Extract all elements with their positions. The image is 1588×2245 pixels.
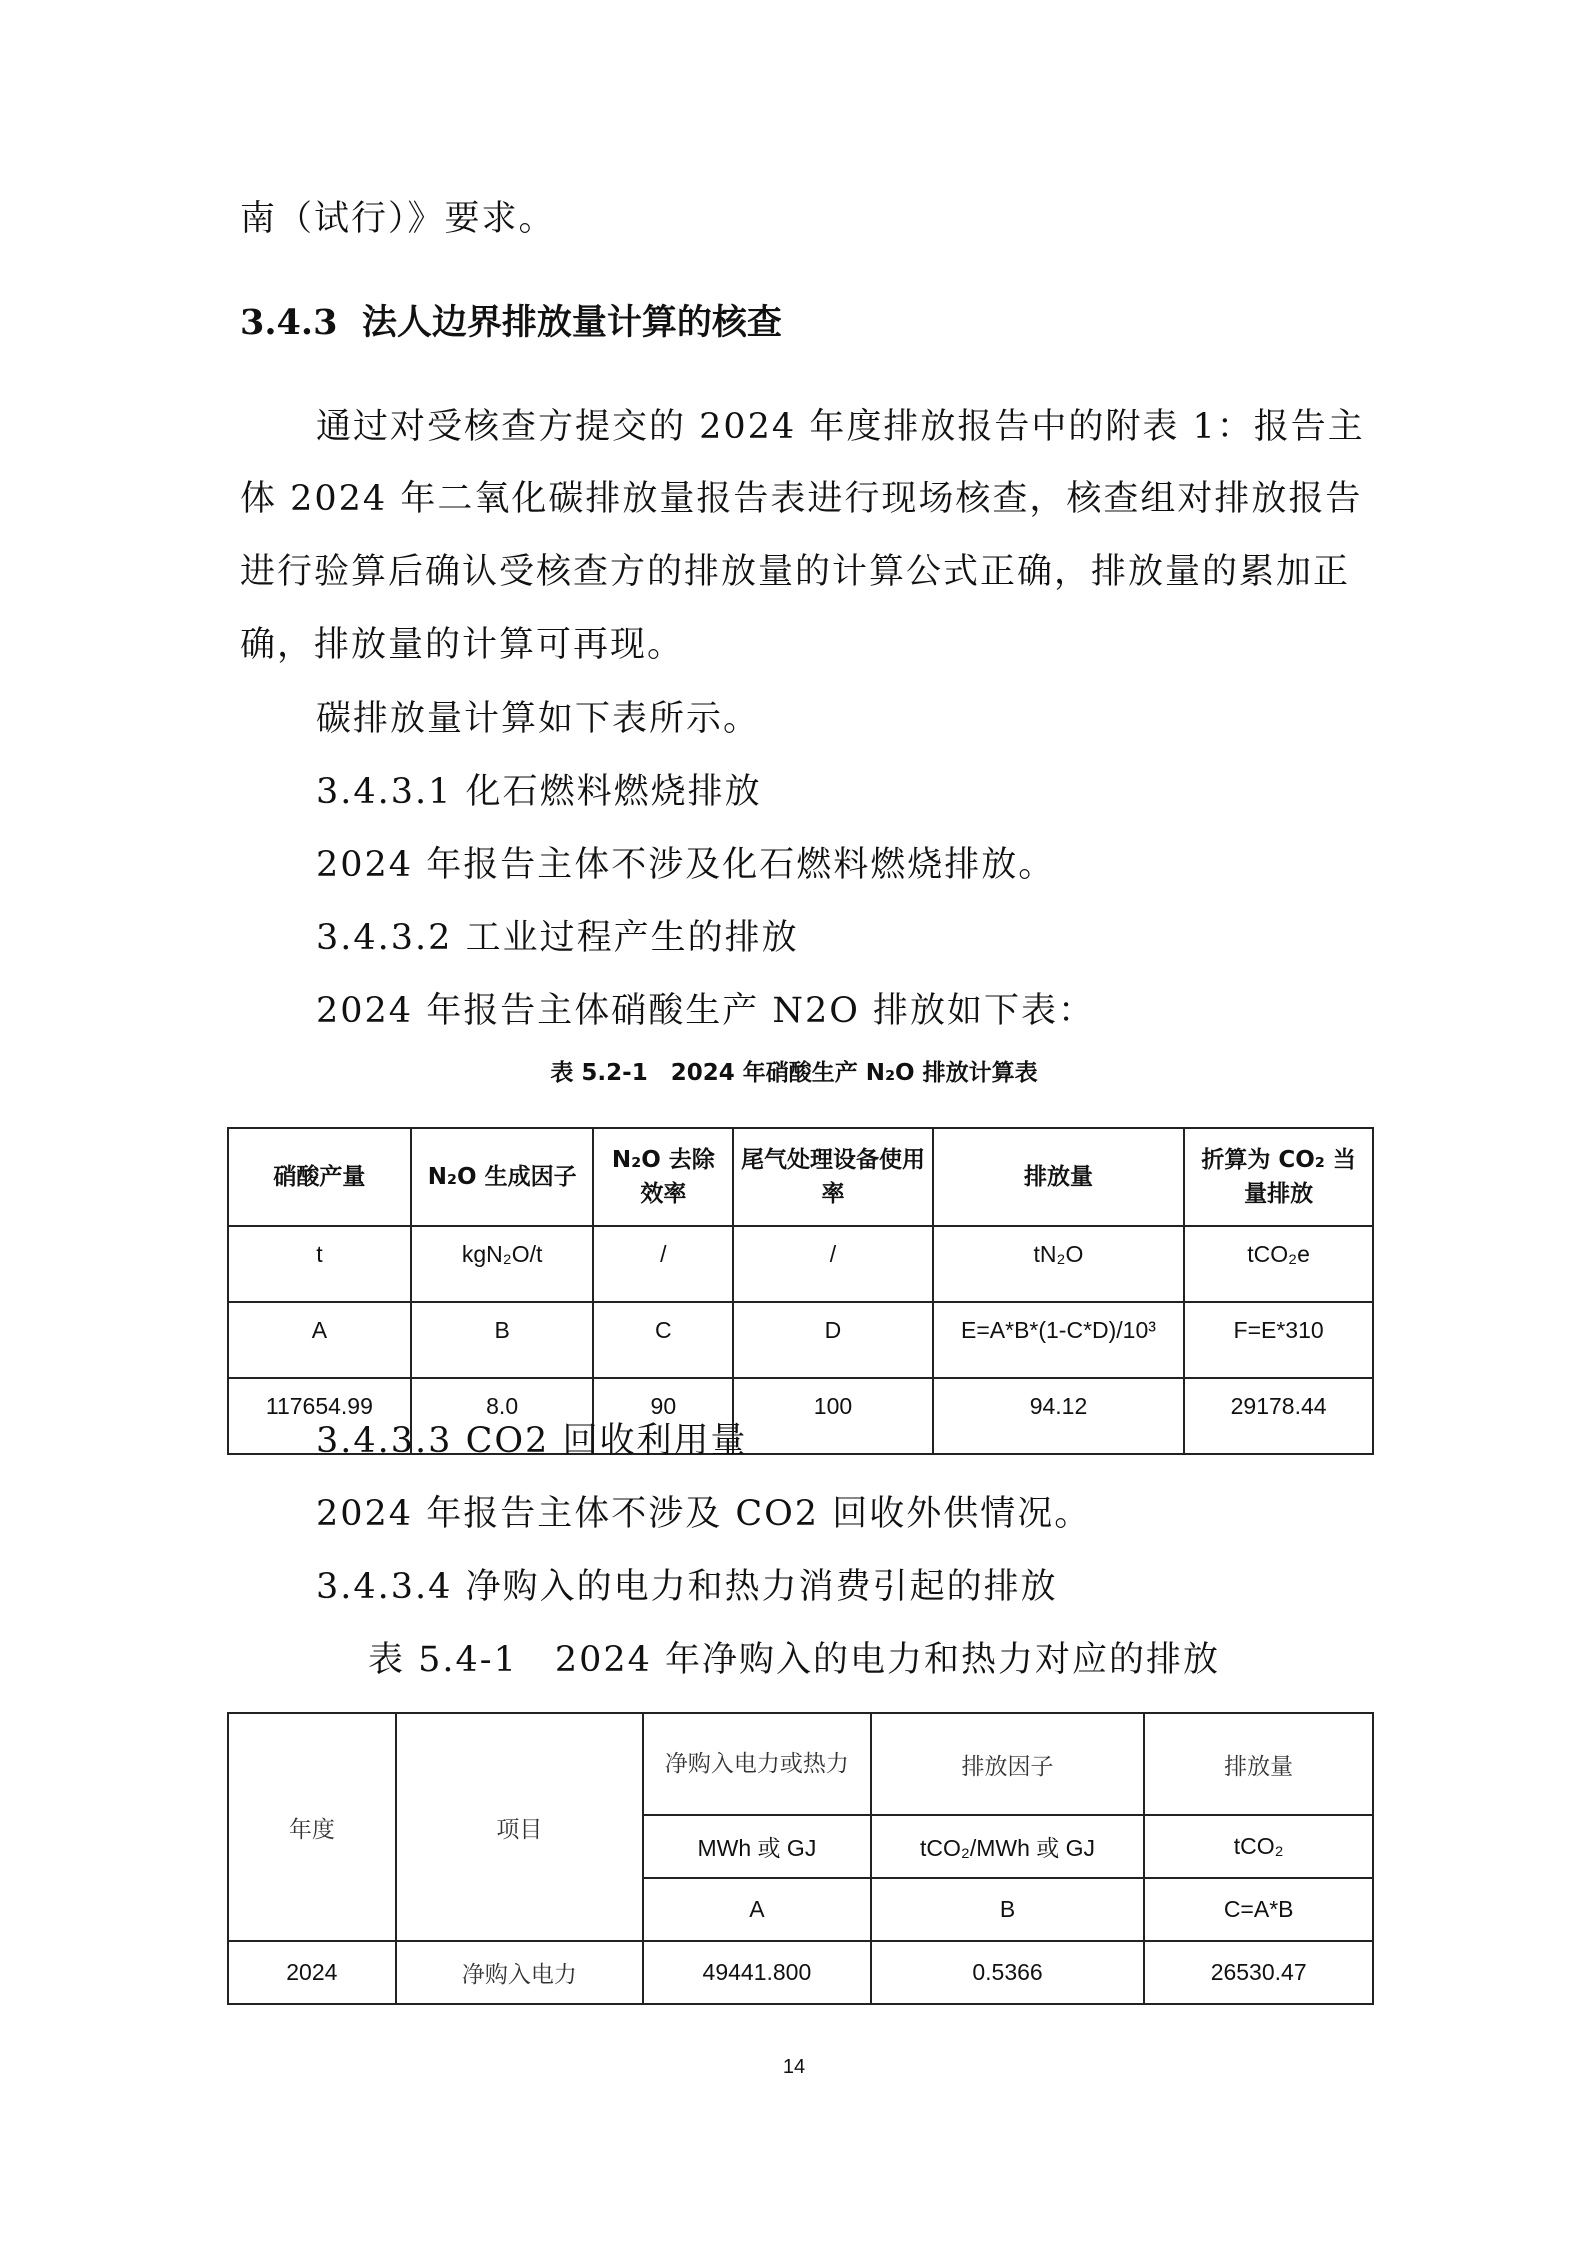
table-header-row (228, 1713, 1373, 1815)
table-cell: A (643, 1878, 871, 1941)
paragraph-line: 进行验算后确认受核查方的排放量的计算公式正确，排放量的累加正 (240, 552, 1351, 592)
table-header-cell: 硝酸产量 (228, 1128, 411, 1226)
table-header-cell: 尾气处理设备使用率 (733, 1128, 933, 1226)
table-cell: MWh 或 GJ (643, 1815, 871, 1878)
subsection-heading: 3.4.3.3 CO2 回收利用量 (316, 1421, 748, 1461)
section-title: 法人边界排放量计算的核查 (361, 302, 782, 343)
page-number: 14 (782, 2056, 806, 2078)
table-cell: / (733, 1226, 933, 1302)
table-cell: tCO₂e (1184, 1226, 1373, 1302)
table-cell: A (228, 1302, 411, 1378)
table1-caption: 表 5.2-1 2024 年硝酸生产 N₂O 排放计算表 (550, 1060, 1038, 1086)
table-cell: 29178.44 (1184, 1378, 1373, 1454)
table-header-cell: N₂O 去除效率 (593, 1128, 733, 1226)
table-cell: 117654.99 (228, 1378, 411, 1454)
table-cell: kgN₂O/t (411, 1226, 594, 1302)
table-header-cell: 年度 (228, 1713, 396, 1941)
table-row (228, 1226, 1373, 1302)
table-header-cell: 排放量 (933, 1128, 1185, 1226)
table-header-cell: 排放量 (1144, 1713, 1373, 1815)
paragraph-line: 体 2024 年二氧化碳排放量报告表进行现场核查，核查组对排放报告 (240, 479, 1363, 519)
paragraph-line: 碳排放量计算如下表所示。 (316, 699, 761, 739)
table-header-cell: 折算为 CO₂ 当量排放 (1184, 1128, 1373, 1226)
subsection-heading: 3.4.3.4 净购入的电力和热力消费引起的排放 (316, 1567, 1058, 1607)
table-cell: C (593, 1302, 733, 1378)
table-header-cell: 净购入电力或热力 (643, 1713, 871, 1815)
table-cell: C=A*B (1144, 1878, 1373, 1941)
table-cell: tCO₂/MWh 或 GJ (871, 1815, 1145, 1878)
table-header-row (228, 1128, 1373, 1226)
table-row (228, 1941, 1373, 2004)
table-cell: B (411, 1302, 594, 1378)
table2-caption: 表 5.4-1 2024 年净购入的电力和热力对应的排放 (367, 1640, 1221, 1680)
table-cell: t (228, 1226, 411, 1302)
table-cell: 26530.47 (1144, 1941, 1373, 2004)
table-cell: F=E*310 (1184, 1302, 1373, 1378)
table-cell: 100 (733, 1378, 933, 1454)
paragraph-line: 2024 年报告主体不涉及化石燃料燃烧排放。 (316, 845, 1056, 885)
table-cell: 2024 (228, 1941, 396, 2004)
table-cell: / (593, 1226, 733, 1302)
paragraph-line: 2024 年报告主体不涉及 CO2 回收外供情况。 (316, 1494, 1092, 1534)
n2o-emission-table (227, 1127, 1374, 1455)
table-row (228, 1302, 1373, 1378)
subsection-heading: 3.4.3.1 化石燃料燃烧排放 (316, 772, 762, 812)
table-cell: D (733, 1302, 933, 1378)
table-header-cell: 排放因子 (871, 1713, 1145, 1815)
table-cell: E=A*B*(1-C*D)/10³ (933, 1302, 1185, 1378)
table-cell: 94.12 (933, 1378, 1185, 1454)
table-header-cell: 项目 (396, 1713, 643, 1941)
table-cell: tCO₂ (1144, 1815, 1373, 1878)
paragraph-line: 通过对受核查方提交的 2024 年度排放报告中的附表 1：报告主 (316, 407, 1365, 447)
table-header-cell: N₂O 生成因子 (411, 1128, 594, 1226)
table-cell: 90 (593, 1378, 733, 1454)
paragraph-line: 2024 年报告主体硝酸生产 N2O 排放如下表： (316, 991, 1096, 1031)
table-cell: 8.0 (411, 1378, 594, 1454)
table-cell: 49441.800 (643, 1941, 871, 2004)
paragraph-line: 确，排放量的计算可再现。 (240, 625, 685, 665)
electricity-emission-table (227, 1712, 1374, 2005)
section-heading (240, 302, 782, 343)
section-number: 3.4.3 (240, 302, 338, 343)
table-cell: 0.5366 (871, 1941, 1145, 2004)
table-cell: 净购入电力 (396, 1941, 643, 2004)
table-cell: B (871, 1878, 1145, 1941)
paragraph-continuation: 南（试行）》要求。 (240, 199, 556, 239)
subsection-heading: 3.4.3.2 工业过程产生的排放 (316, 918, 799, 958)
table-cell: tN₂O (933, 1226, 1185, 1302)
